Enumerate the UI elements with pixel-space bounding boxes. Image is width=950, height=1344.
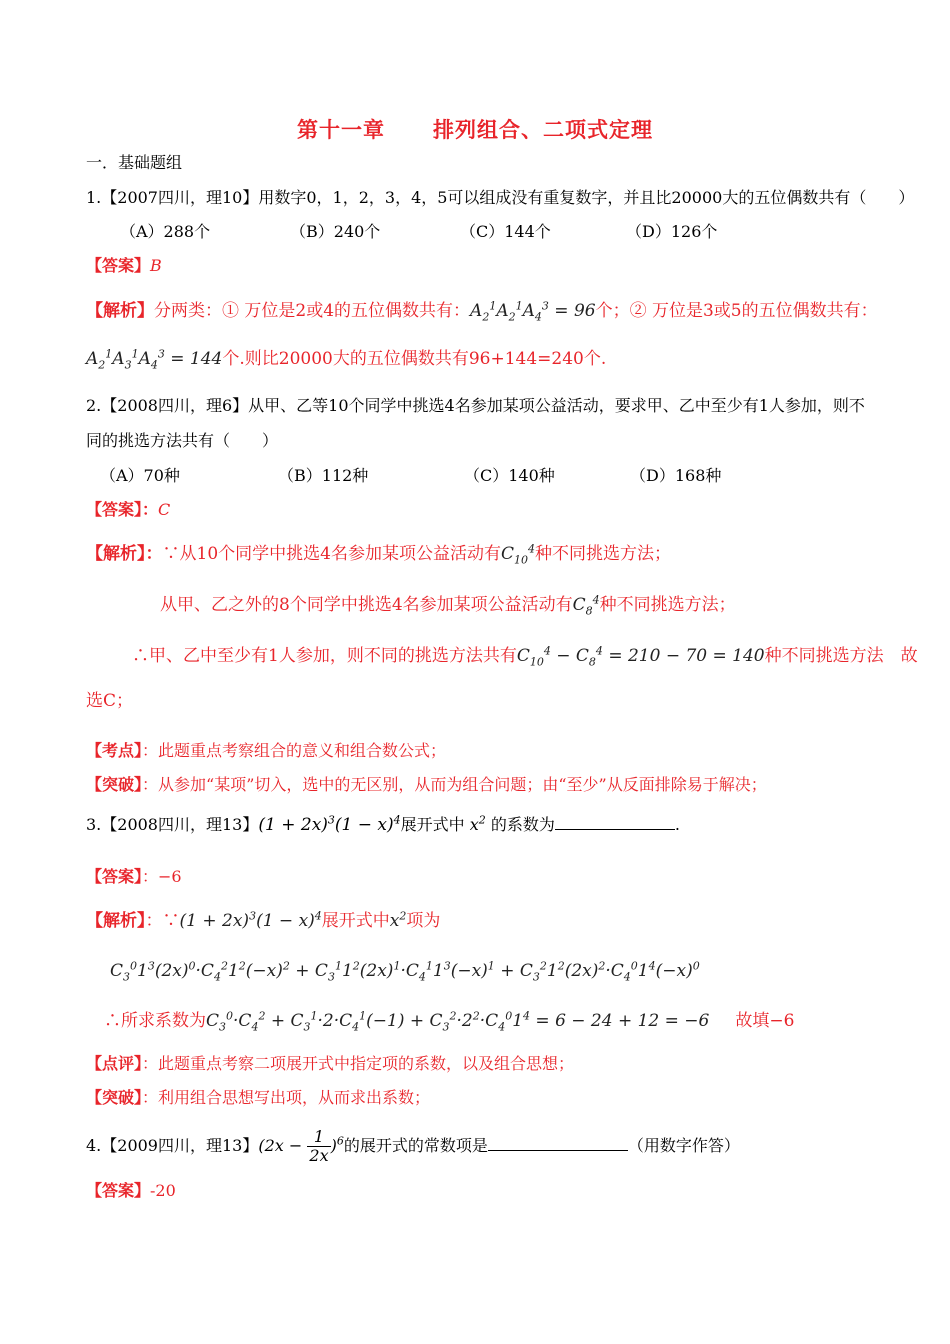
formula-c8-4: $C_8^4$: [572, 593, 600, 618]
analysis-text: 故填−6: [735, 1011, 795, 1031]
formula-coefficient: $C_3^0\cdot C_4^2 + C_3^1\cdot 2\cdot C_4^1(-1) + C_3^2\cdot 2^2\cdot C_4^01^4 = 6 - 24 + 12 = -6$: [206, 1009, 710, 1034]
analysis-text: 个.则比20000大的五位偶数共有96+144=240个.: [222, 349, 607, 369]
q2-stem-line1: 2.【2008四川，理6】从甲、乙等10个同学中挑选4名参加某项公益活动，要求甲、乙中至少有1人参加，则不: [86, 396, 865, 415]
q1-answer: [86, 255, 162, 277]
comment-tag: 【点评】: [86, 1054, 143, 1073]
q1-analysis-line2: [86, 348, 606, 370]
q3-answer-blank[interactable]: [555, 829, 675, 830]
q1-option-a: （A）288个: [120, 222, 211, 241]
analysis-text: 展开式中: [321, 911, 390, 931]
q1-option-b: （B）240个: [290, 222, 381, 241]
chapter-title: [0, 114, 950, 144]
formula-product: $(1 + 2x)^3(1 - x)^4$: [179, 909, 322, 931]
q1-option-d: （D）126个: [626, 222, 718, 241]
answer-tag: 【答案】: [86, 500, 143, 519]
point-text: ：此题重点考察组合的意义和组合数公式；: [142, 741, 447, 760]
q2-option-c: （C）140种: [464, 466, 555, 485]
q1-analysis-line1: [86, 300, 878, 322]
analysis-tag: 【解析】: [86, 544, 146, 564]
q2-analysis-line4: 选C；: [86, 691, 134, 711]
breakthrough-tag: 【突破】: [86, 775, 143, 794]
analysis-text: ∵从10个同学中挑选4名参加某项公益活动有: [162, 544, 501, 564]
q2-option-a: （A）70种: [100, 466, 180, 485]
q4-source: 4.【2009四川，理13】: [86, 1136, 259, 1155]
q3-answer: [86, 866, 182, 888]
analysis-text: 个；② 万位是3或5的五位偶数共有：: [595, 301, 878, 321]
formula-x2: $x^2$: [464, 813, 486, 834]
formula-a2a3a4: $A_2^1A_3^1A_4^3 = 144$: [86, 347, 223, 372]
q2-point: [86, 740, 446, 762]
answer-tag: 【答案】: [86, 867, 143, 886]
analysis-text: 从甲、乙之外的8个同学中挑选4名参加某项公益活动有: [160, 595, 573, 615]
breakthrough-tag: 【突破】: [86, 1088, 143, 1107]
analysis-text: ∴所求系数为: [104, 1011, 206, 1031]
q3-analysis-line1: [86, 910, 440, 932]
analysis-tag: 【解析】: [86, 301, 154, 321]
analysis-text: ∴甲、乙中至少有1人参加，则不同的挑选方法共有: [132, 646, 517, 666]
q3-source: 3.【2008四川，理13】: [86, 815, 259, 834]
q4-answer: [86, 1180, 176, 1202]
q4-stem: [86, 1126, 740, 1166]
analysis-text: 种不同挑选方法；: [599, 595, 736, 615]
q2-option-d: （D）168种: [630, 466, 722, 485]
chapter-number: 第十一章: [297, 117, 385, 142]
q2-analysis-line1: 【解析】：∵从10个同学中挑选4名参加某项公益活动有$C_{10}^4$种不同挑选方法；: [86, 542, 671, 567]
q2-breakthrough: [86, 774, 767, 796]
q2-analysis-line3: [132, 645, 918, 667]
answer-value: B: [150, 256, 162, 275]
q3-comment: [86, 1053, 574, 1075]
chapter-topic: 排列组合、二项式定理: [433, 117, 653, 142]
formula-c10-4: $C_{10}^4$: [500, 542, 535, 567]
analysis-text: 项为: [406, 911, 441, 931]
breakthrough-text: ：从参加“某项”切入，选中的无区别，从而为组合问题；由“至少”从反面排除易于解决；: [142, 775, 767, 794]
formula-difference: $C_{10}^4 - C_8^4 = 210 - 70 = 140$: [516, 644, 765, 669]
formula-x2: $x^2$: [389, 909, 407, 931]
formula-product: $(1 + 2x)^3(1 - x)^4$: [258, 813, 401, 835]
analysis-text: 种不同挑选方法；: [534, 544, 671, 564]
q3-text: 展开式中: [400, 815, 465, 834]
q3-text: .: [674, 815, 680, 834]
answer-value: ：−6: [142, 867, 182, 886]
q3-coefficient-line: [104, 1010, 794, 1032]
q3-breakthrough: [86, 1087, 430, 1109]
answer-tag: 【答案】: [86, 256, 151, 275]
q1-stem: 1.【2007四川，理10】用数字0，1，2，3，4，5可以组成没有重复数字，并且比20000大的五位偶数共有（ ）: [86, 188, 915, 207]
q4-text: 的展开式的常数项是: [343, 1136, 488, 1155]
q2-analysis-line2: [160, 594, 736, 616]
q4-answer-blank[interactable]: [488, 1150, 628, 1151]
q1-option-c: （C）144个: [460, 222, 551, 241]
section-heading: 一．基础题组: [86, 153, 183, 172]
q3-text: 的系数为: [490, 815, 555, 834]
point-tag: 【考点】: [86, 741, 143, 760]
analysis-tag: 【解析】: [86, 911, 146, 931]
analysis-text: ：∵: [145, 911, 180, 931]
q3-stem: [86, 814, 680, 836]
answer-tag: 【答案】: [86, 1181, 151, 1200]
formula-binomial: (2x − $\frac{1}{2x}$ )$^6$: [258, 1127, 344, 1165]
breakthrough-text: ：利用组合思想写出项，从而求出系数；: [142, 1088, 431, 1107]
analysis-text: 种不同挑选方法 故: [764, 646, 918, 666]
q2-stem-line2: 同的挑选方法共有（ ）: [86, 431, 279, 450]
analysis-text: 分两类：① 万位是2或4的五位偶数共有：: [154, 301, 471, 321]
q2-option-b: （B）112种: [278, 466, 369, 485]
comment-text: ：此题重点考察二项展开式中指定项的系数，以及组合思想；: [142, 1054, 575, 1073]
q3-expansion-formula: $C_3^01^3(2x)^0\cdot C_4^21^2(-x)^2 + C_3^11^2(2x)^1\cdot C_4^11^3(-x)^1 + C_3^21^2(2x)^2\cdot C_4^01^4(-x)^0$: [110, 959, 700, 984]
formula-a2a2a4: $A_2^1A_2^1A_4^3 = 96$: [470, 299, 596, 324]
answer-value: C: [158, 500, 171, 519]
q4-text: （用数字作答）: [627, 1136, 740, 1155]
answer-value: -20: [150, 1181, 176, 1200]
q2-answer: 【答案】：C: [86, 500, 171, 519]
